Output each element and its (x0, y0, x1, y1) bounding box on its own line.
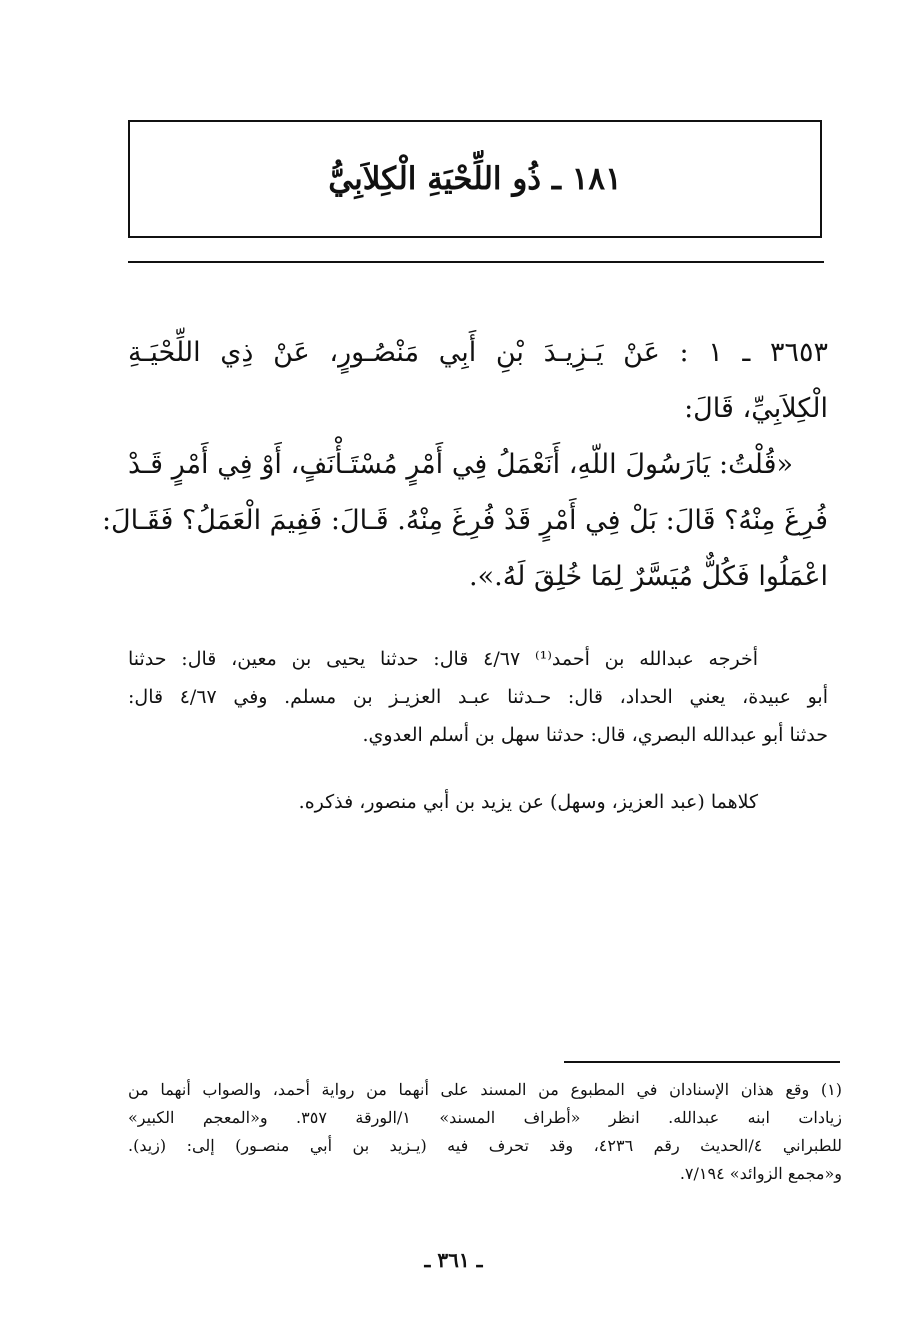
hadith-text (101, 337, 828, 618)
hadith-line-4: فُرِغَ مِنْهُ؟ قَالَ: بَلْ فِي أَمْرٍ قَدْ فُرِغَ مِنْهُ. قَـالَ: فَفِيمَ الْعَمَلُ؟ فَقَـالَ: (101, 505, 828, 536)
chapter-title: ١٨١ ـ ذُو اللِّحْيَةِ الْكِلاَبِيُّ (328, 161, 622, 197)
takhrij-line-2: أبو عبيدة، يعني الحداد، قال: حـدثنا عبـد العزيـز بن مسلم. وفي ٤/٦٧ قال: (128, 686, 828, 708)
footnote-line-1: (١) وقع هذان الإسنادان في المطبوع من المسند على أنهما من رواية أحمد، والصواب أنهما من (128, 1080, 842, 1099)
takhrij-line-3: حدثنا أبو عبدالله البصري، قال: حدثنا سهل بن أسلم العدوي. (362, 724, 828, 746)
takhrij-summary-line: كلاهما (عبد العزيز، وسهل) عن يزيد بن أبي منصور، فذكره. (298, 791, 758, 813)
chapter-title-box (128, 120, 822, 238)
hadith-line-5: اعْمَلُوا فَكُلٌّ مُيَسَّرٌ لِمَا خُلِقَ لَهُ.». (469, 561, 828, 592)
takhrij-summary (128, 791, 828, 829)
hadith-line-1: ٣٦٥٣ ـ ١ : عَنْ يَـزِيـدَ بْنِ أَبِي مَنْصُـورٍ، عَنْ ذِي اللِّحْيَـةِ (128, 337, 828, 368)
takhrij-text (128, 648, 828, 762)
footnote-divider (564, 1061, 840, 1063)
hadith-line-2: الْكِلاَبِيِّ، قَالَ: (684, 393, 828, 424)
footnote-line-4: و«مجمع الزوائد» ٧/١٩٤. (679, 1164, 842, 1183)
footnote-line-3: للطبراني ٤/الحديث رقم ٤٢٣٦، وقد تحرف فيه (يـزيد بن أبي منصـور) إلى: (زيد). (128, 1136, 843, 1155)
page-number: ـ ٣٦١ ـ (424, 1248, 483, 1272)
header-divider (128, 261, 824, 263)
footnote-line-2: زيادات ابنه عبدالله. انظر «أطراف المسند» ١/الورقة ٣٥٧. و«المعجم الكبير» (128, 1108, 843, 1127)
hadith-line-3: «قُلْتُ: يَارَسُولَ اللّهِ، أَنَعْمَلُ فِي أَمْرٍ مُسْتَـأْنَفٍ، أَوْ فِي أَمْرٍ قَـدْ (128, 449, 793, 480)
footnote (128, 1080, 842, 1192)
takhrij-line-1: أخرجه عبدالله بن أحمد⁽¹⁾ ٤/٦٧ قال: حدثنا يحيى بن معين، قال: حدثنا (128, 648, 758, 670)
